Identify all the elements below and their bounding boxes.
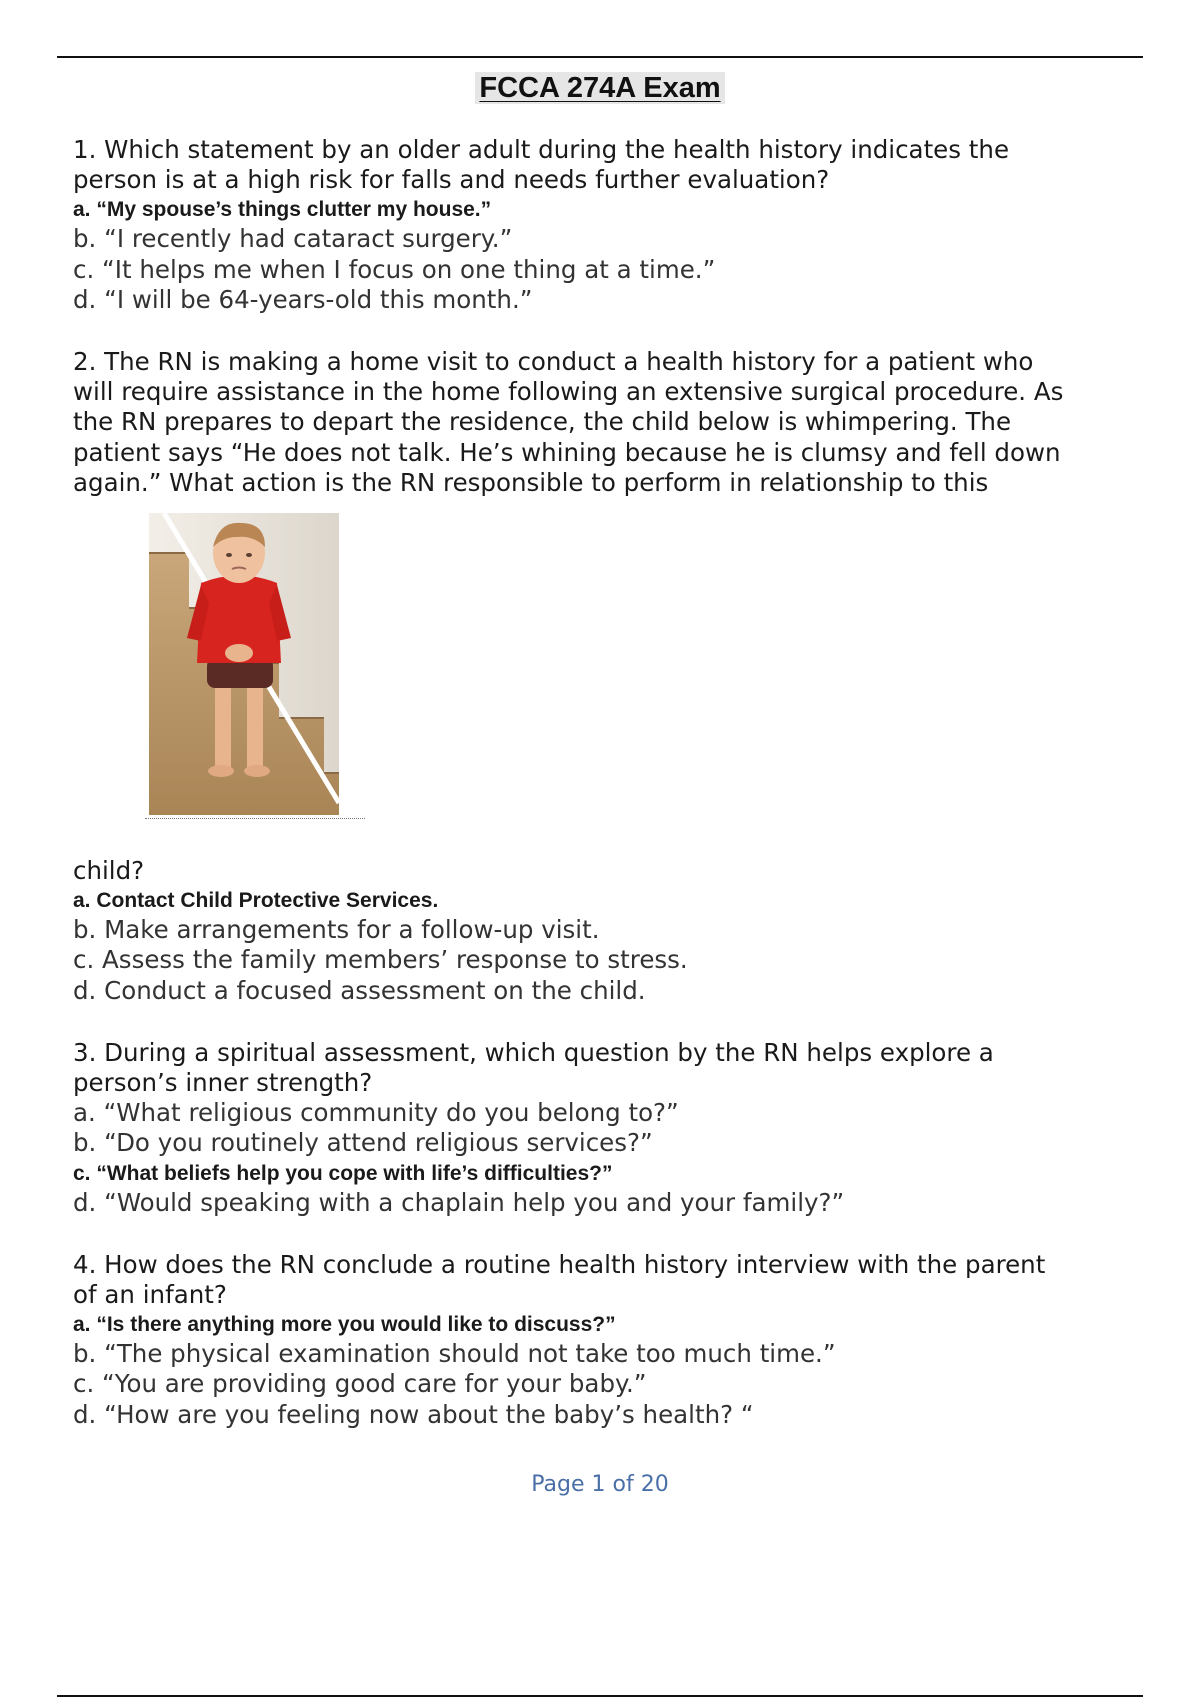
question-stem-line: 1. Which statement by an older adult during the health history indicates the	[73, 135, 1010, 164]
top-rule	[57, 56, 1143, 58]
question-stem-line: child?	[73, 856, 145, 886]
child-photo-block	[73, 498, 1143, 856]
question-stem-line: of an infant?	[73, 1280, 227, 1310]
question-stem-line: again.” What action is the RN responsible to perform in relationship to this	[73, 467, 989, 497]
answer-option: d. “How are you feeling now about the baby’s health? “	[73, 1399, 754, 1429]
question-stem-line: will require assistance in the home following an extensive surgical procedure. As	[73, 377, 1064, 407]
page-title-text: FCCA 274A Exam	[475, 72, 724, 104]
question-3	[73, 1038, 1143, 1218]
answer-option: c. Assess the family members’ response to stress.	[73, 945, 688, 975]
question-list	[73, 135, 1143, 1430]
answer-option: b. “Do you routinely attend religious services?”	[73, 1128, 653, 1158]
child-on-stairs-photo	[149, 513, 339, 815]
answer-option-correct: a. “My spouse’s things clutter my house.”	[73, 198, 492, 222]
question-stem-line: the RN prepares to depart the residence, the child below is whimpering. The	[73, 407, 1012, 437]
answer-option: d. “I will be 64-years-old this month.”	[73, 284, 533, 314]
answer-option: b. “The physical examination should not take too much time.”	[73, 1339, 836, 1369]
question-stem-line: 2. The RN is making a home visit to conduct a health history for a patient who	[73, 347, 1034, 377]
page-number: Page 1 of 20	[531, 1472, 669, 1497]
answer-option: d. “Would speaking with a chaplain help you and your family?”	[73, 1187, 845, 1217]
answer-option: d. Conduct a focused assessment on the child.	[73, 975, 646, 1005]
answer-option: c. “You are providing good care for your baby.”	[73, 1369, 647, 1399]
question-stem-line: person’s inner strength?	[73, 1068, 373, 1098]
question-stem-line: 4. How does the RN conclude a routine health history interview with the parent	[73, 1249, 1046, 1279]
answer-option-correct: a. Contact Child Protective Services.	[73, 889, 439, 913]
answer-option: a. “What religious community do you belong to?”	[73, 1098, 679, 1128]
question-1	[73, 135, 1143, 315]
question-stem-line: person is at a high risk for falls and needs further evaluation?	[73, 165, 830, 195]
answer-option: c. “It helps me when I focus on one thing at a time.”	[73, 254, 716, 284]
question-2	[73, 347, 1143, 1006]
question-stem-line: patient says “He does not talk. He’s whining because he is clumsy and fell down	[73, 437, 1061, 467]
bottom-rule	[57, 1695, 1143, 1697]
photo-copyright-line	[145, 818, 365, 825]
question-stem-line: 3. During a spiritual assessment, which question by the RN helps explore a	[73, 1037, 994, 1067]
answer-option: b. “I recently had cataract surgery.”	[73, 224, 513, 254]
answer-option-correct: a. “Is there anything more you would like to discuss?”	[73, 1313, 616, 1337]
answer-option-correct: c. “What beliefs help you cope with life’s difficulties?”	[73, 1161, 613, 1185]
answer-option: b. Make arrangements for a follow-up visit.	[73, 915, 600, 945]
question-4	[73, 1250, 1143, 1430]
page-title	[0, 72, 1200, 105]
